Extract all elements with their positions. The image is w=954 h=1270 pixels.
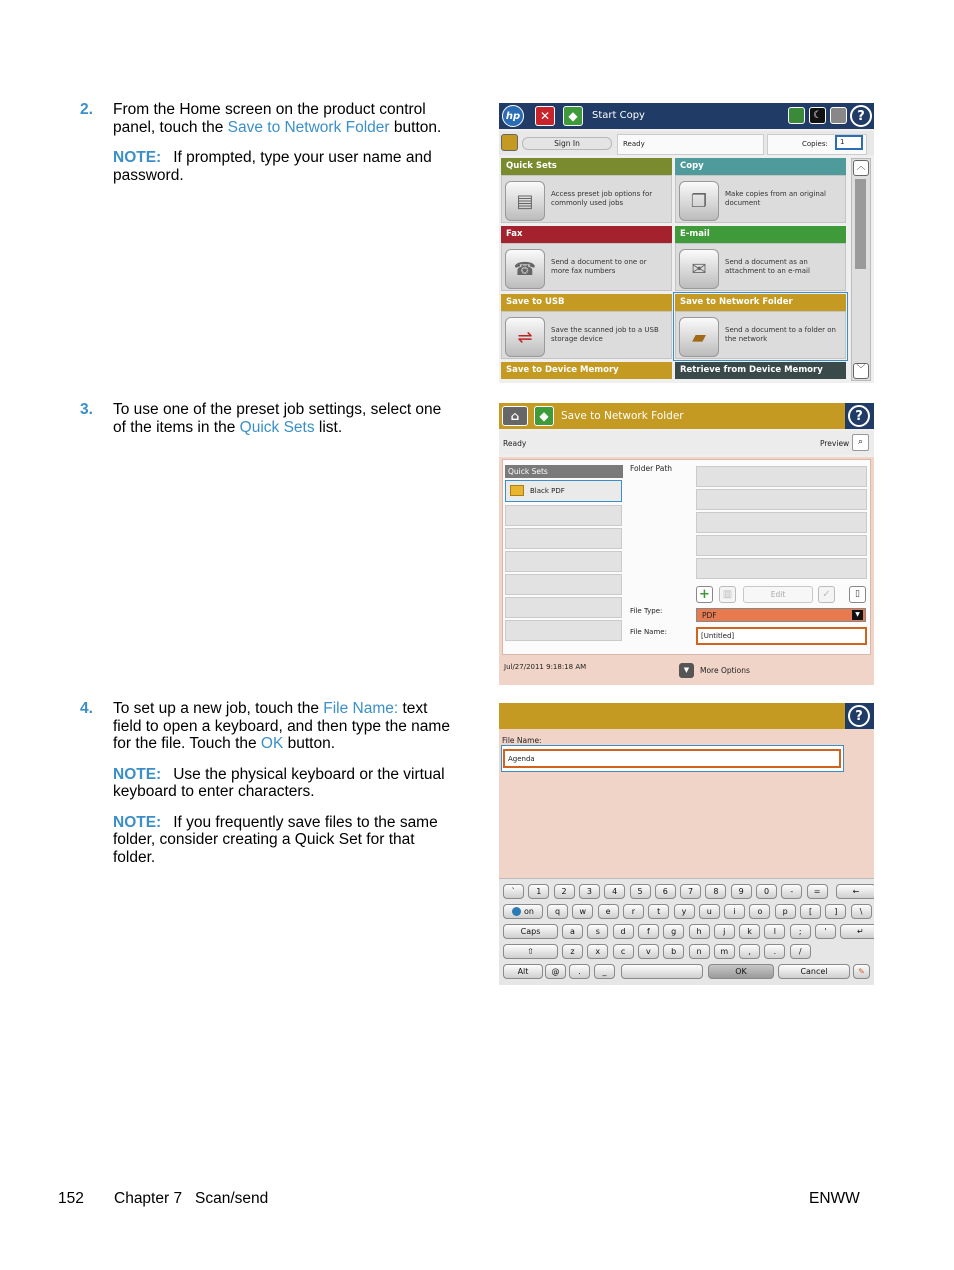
footer-right: ENWW bbox=[809, 1190, 860, 1207]
key-0-6[interactable]: 6 bbox=[655, 884, 676, 899]
network-folder-panel bbox=[499, 403, 874, 685]
keyboard-panel bbox=[499, 703, 874, 985]
address-book-icon[interactable]: ▯ bbox=[849, 586, 866, 603]
copy-icon: ❐ bbox=[679, 181, 719, 221]
key-2-7[interactable]: j bbox=[714, 924, 735, 939]
key-2-5[interactable]: g bbox=[663, 924, 684, 939]
key-2-9[interactable]: l bbox=[764, 924, 785, 939]
page-number: 152 bbox=[58, 1190, 84, 1207]
status-bar bbox=[499, 431, 874, 455]
key-2-3[interactable]: d bbox=[613, 924, 634, 939]
key-2-10[interactable]: ; bbox=[790, 924, 811, 939]
power-icon[interactable] bbox=[501, 134, 518, 151]
file-name-label: File Name: bbox=[502, 736, 542, 745]
key-3-7[interactable]: m bbox=[714, 944, 735, 959]
email-tile-header[interactable]: E-mail bbox=[675, 226, 846, 243]
email-icon: ✉ bbox=[679, 249, 719, 289]
save-to-network-folder-link[interactable]: Save to Network Folder bbox=[227, 118, 390, 136]
key-3-9[interactable]: . bbox=[764, 944, 785, 959]
edit-button[interactable]: Edit bbox=[743, 586, 813, 603]
folder-path-row[interactable] bbox=[696, 466, 867, 487]
start-copy-label[interactable]: Start Copy bbox=[592, 110, 645, 121]
key-0-7[interactable]: 7 bbox=[680, 884, 701, 899]
scroll-down-icon[interactable]: ﹀ bbox=[853, 363, 869, 379]
key-1-12[interactable]: ] bbox=[825, 904, 846, 919]
preview-label[interactable]: Preview bbox=[820, 439, 850, 448]
network-body bbox=[499, 457, 874, 685]
usb-icon: ⇌ bbox=[505, 317, 545, 357]
save-to-usb-tile-header[interactable]: Save to USB bbox=[501, 294, 672, 311]
help-icon[interactable]: ? bbox=[848, 405, 870, 427]
stop-icon[interactable]: ✕ bbox=[535, 106, 555, 126]
step-number: 2. bbox=[80, 101, 93, 118]
step-2 bbox=[80, 101, 450, 184]
ok-link[interactable]: OK bbox=[260, 735, 284, 752]
folder-path-row[interactable] bbox=[696, 512, 867, 533]
home-screen-panel bbox=[499, 103, 874, 383]
quick-set-empty-row[interactable] bbox=[505, 551, 622, 572]
copies-field[interactable]: 1 bbox=[835, 135, 863, 150]
key-1-4[interactable]: r bbox=[623, 904, 644, 919]
network-folder-icon: ▰ bbox=[679, 317, 719, 357]
keyboard-top-bar bbox=[499, 703, 874, 729]
status-text: Ready bbox=[503, 439, 527, 448]
key-underscore[interactable]: _ bbox=[594, 964, 615, 979]
quick-set-item-black-pdf[interactable]: Black PDF bbox=[505, 480, 622, 502]
file-name-label: File Name: bbox=[630, 628, 667, 636]
key-3-1[interactable]: z bbox=[562, 944, 583, 959]
key-0-11[interactable]: - bbox=[781, 884, 802, 899]
help-icon[interactable]: ? bbox=[848, 705, 870, 727]
home-top-bar bbox=[499, 103, 874, 129]
key-3-2[interactable]: x bbox=[587, 944, 608, 959]
key-2-1[interactable]: a bbox=[562, 924, 583, 939]
save-to-device-memory-tile-header[interactable]: Save to Device Memory bbox=[501, 362, 672, 379]
quick-sets-link[interactable]: Quick Sets bbox=[239, 418, 315, 436]
key-1-7[interactable]: u bbox=[699, 904, 720, 919]
clear-eraser-icon[interactable]: ✎ bbox=[853, 964, 870, 979]
start-icon[interactable]: ◆ bbox=[563, 106, 583, 126]
quick-sets-tile-header[interactable]: Quick Sets bbox=[501, 158, 672, 175]
folder-path-row[interactable] bbox=[696, 489, 867, 510]
quick-sets-tile[interactable]: ▤ Access preset job options for commonly used jobs bbox=[501, 175, 672, 223]
fax-tile-header[interactable]: Fax bbox=[501, 226, 672, 243]
scroll-up-icon[interactable]: ︿ bbox=[853, 160, 869, 176]
key-3-6[interactable]: n bbox=[689, 944, 710, 959]
quick-set-empty-row[interactable] bbox=[505, 574, 622, 595]
key-dot[interactable]: . bbox=[569, 964, 590, 979]
scrollbar[interactable] bbox=[851, 158, 871, 381]
step-text: From the Home screen on the product control panel, touch the Save to Network Folder button. bbox=[113, 101, 442, 136]
help-icon[interactable]: ? bbox=[850, 105, 872, 127]
key-3-3[interactable]: c bbox=[613, 944, 634, 959]
file-name-input[interactable]: Agenda bbox=[503, 749, 841, 768]
quick-set-empty-row[interactable] bbox=[505, 620, 622, 641]
save-to-network-folder-tile[interactable]: ▰ Send a document to a folder on the network bbox=[675, 311, 846, 359]
globe-icon bbox=[512, 907, 521, 916]
file-type-label: File Type: bbox=[630, 607, 663, 615]
copy-tile[interactable]: ❐ Make copies from an original document bbox=[675, 175, 846, 223]
key-0-1[interactable]: 1 bbox=[528, 884, 549, 899]
step-text: To set up a new job, touch the File Name: text field to open a keyboard, and then type the name for the file. Touch the OK button. bbox=[113, 700, 450, 752]
trash-icon[interactable]: ▥ bbox=[719, 586, 736, 603]
save-to-network-folder-tile-header[interactable]: Save to Network Folder bbox=[675, 294, 846, 311]
key-0-5[interactable]: 5 bbox=[630, 884, 651, 899]
key-0-0[interactable]: ` bbox=[503, 884, 524, 899]
note: NOTE: If prompted, type your user name and password. bbox=[113, 149, 432, 184]
folder-path-row[interactable] bbox=[696, 535, 867, 556]
screen-title: Save to Network Folder bbox=[561, 410, 684, 422]
email-tile[interactable]: ✉ Send a document as an attachment to an e-mail bbox=[675, 243, 846, 291]
key-0-13[interactable]: ← bbox=[836, 884, 874, 899]
step-4 bbox=[80, 700, 450, 866]
key-1-6[interactable]: y bbox=[674, 904, 695, 919]
key-space[interactable] bbox=[621, 964, 703, 979]
key-3-4[interactable]: v bbox=[638, 944, 659, 959]
key-1-5[interactable]: t bbox=[648, 904, 669, 919]
key-1-2[interactable]: w bbox=[572, 904, 593, 919]
key-1-9[interactable]: o bbox=[749, 904, 770, 919]
home-icon[interactable]: ⌂ bbox=[502, 406, 528, 426]
more-options-label[interactable]: More Options bbox=[700, 666, 750, 675]
key-0-9[interactable]: 9 bbox=[731, 884, 752, 899]
add-icon[interactable]: + bbox=[696, 586, 713, 603]
key-1-1[interactable]: q bbox=[547, 904, 568, 919]
sign-in-button[interactable]: Sign In bbox=[522, 137, 612, 150]
copies-label: Copies: bbox=[802, 140, 828, 148]
key-0-8[interactable]: 8 bbox=[705, 884, 726, 899]
key-0-10[interactable]: 0 bbox=[756, 884, 777, 899]
key-alt[interactable]: Alt bbox=[503, 964, 543, 979]
key-3-10[interactable]: / bbox=[790, 944, 811, 959]
step-text: To use one of the preset job settings, select one of the items in the Quick Sets list. bbox=[113, 401, 442, 436]
folder-icon bbox=[510, 485, 524, 496]
key-2-8[interactable]: k bbox=[739, 924, 760, 939]
key-2-11[interactable]: ' bbox=[815, 924, 836, 939]
copy-tile-header[interactable]: Copy bbox=[675, 158, 846, 175]
chevron-down-icon[interactable]: ▼ bbox=[852, 610, 863, 620]
virtual-keyboard bbox=[499, 878, 874, 985]
quick-set-empty-row[interactable] bbox=[505, 528, 622, 549]
folder-path-row[interactable] bbox=[696, 558, 867, 579]
key-2-0[interactable]: Caps bbox=[503, 924, 558, 939]
folder-path-label: Folder Path bbox=[630, 464, 673, 473]
key-0-3[interactable]: 3 bbox=[579, 884, 600, 899]
timestamp: Jul/27/2011 9:18:18 AM bbox=[504, 663, 587, 671]
file-type-select[interactable]: PDF ▼ bbox=[696, 608, 866, 622]
more-options-chevron-icon[interactable]: ▼ bbox=[679, 663, 694, 678]
key-1-13[interactable]: \ bbox=[851, 904, 872, 919]
note: NOTE: If you frequently save files to the same folder, consider creating a Quick Set for that folder. bbox=[113, 813, 438, 866]
key-1-3[interactable]: e bbox=[598, 904, 619, 919]
hp-logo-icon: hp bbox=[502, 105, 524, 127]
preview-magnifier-icon[interactable]: ⌕ bbox=[852, 434, 869, 451]
fax-icon: ☎ bbox=[505, 249, 545, 289]
status-text: Ready bbox=[623, 140, 645, 148]
quick-set-empty-row[interactable] bbox=[505, 597, 622, 618]
check-icon[interactable]: ✓ bbox=[818, 586, 835, 603]
step-number: 3. bbox=[80, 401, 93, 418]
chapter-label: Chapter 7 Scan/send bbox=[114, 1190, 269, 1207]
language-icon[interactable] bbox=[830, 107, 847, 124]
file-name-link[interactable]: File Name: bbox=[323, 700, 399, 717]
sleep-moon-icon[interactable]: ☾ bbox=[809, 107, 826, 124]
file-name-field[interactable]: [Untitled] bbox=[696, 627, 867, 645]
key-1-0[interactable]: on bbox=[503, 904, 543, 919]
cancel-button[interactable]: Cancel bbox=[778, 964, 850, 979]
note: NOTE: Use the physical keyboard or the virtual keyboard to enter characters. bbox=[113, 765, 445, 800]
start-icon[interactable]: ◆ bbox=[534, 406, 554, 426]
key-3-5[interactable]: b bbox=[663, 944, 684, 959]
status-bar bbox=[499, 131, 874, 155]
key-0-4[interactable]: 4 bbox=[604, 884, 625, 899]
key-0-2[interactable]: 2 bbox=[554, 884, 575, 899]
quick-set-empty-row[interactable] bbox=[505, 505, 622, 526]
fax-tile[interactable]: ☎ Send a document to one or more fax numbers bbox=[501, 243, 672, 291]
key-at[interactable]: @ bbox=[545, 964, 566, 979]
retrieve-from-device-memory-tile-header[interactable]: Retrieve from Device Memory bbox=[675, 362, 846, 379]
key-2-12[interactable]: ↵ bbox=[840, 924, 874, 939]
key-1-10[interactable]: p bbox=[775, 904, 796, 919]
key-3-8[interactable]: , bbox=[739, 944, 760, 959]
network-top-bar bbox=[499, 403, 874, 429]
key-2-4[interactable]: f bbox=[638, 924, 659, 939]
scroll-thumb[interactable] bbox=[855, 179, 866, 269]
step-3 bbox=[80, 401, 450, 436]
key-1-11[interactable]: [ bbox=[800, 904, 821, 919]
key-3-0[interactable]: ⇧ bbox=[503, 944, 558, 959]
key-1-8[interactable]: i bbox=[724, 904, 745, 919]
ok-button[interactable]: OK bbox=[708, 964, 774, 979]
quick-sets-header: Quick Sets bbox=[505, 465, 623, 478]
key-0-12[interactable]: = bbox=[807, 884, 828, 899]
save-to-usb-tile[interactable]: ⇌ Save the scanned job to a USB storage device bbox=[501, 311, 672, 359]
quick-sets-icon: ▤ bbox=[505, 181, 545, 221]
step-number: 4. bbox=[80, 700, 93, 717]
network-globe-icon[interactable] bbox=[788, 107, 805, 124]
key-2-2[interactable]: s bbox=[587, 924, 608, 939]
key-2-6[interactable]: h bbox=[689, 924, 710, 939]
